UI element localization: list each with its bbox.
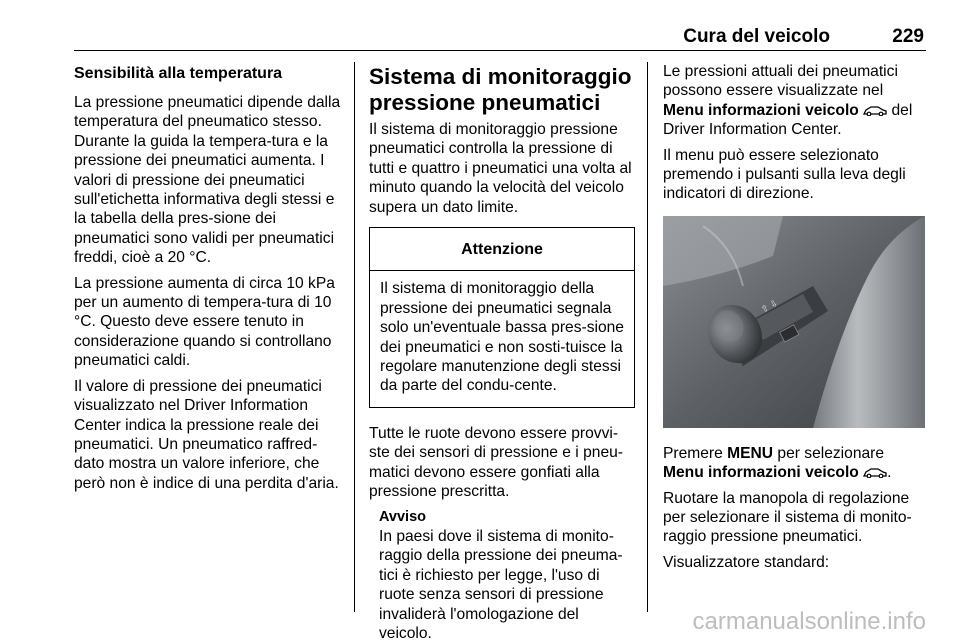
note-block [369, 508, 635, 643]
page-number: 229 [892, 26, 924, 48]
paragraph: La pressione aumenta di circa 10 kPa per un aumento di tempera-tura di 10 °C. Questo deve essere tenuto in considerazione quando si controllano pneumatici caldi. [74, 274, 344, 371]
menu-button-label: MENU [727, 445, 773, 462]
menu-name: Menu informazioni veicolo [663, 102, 859, 119]
column-middle [369, 62, 635, 643]
paragraph: Ruotare la manopola di regolazione per selezionare il sistema di monito-raggio pressione pneumatici. [663, 489, 925, 547]
warning-text: Il sistema di monitoraggio della pressione dei pneumatici segnala solo un'eventuale bassa pres-sione dei pneumatici e non sosti-tuisce la regolare manutenzione degli stessi da parte del condu-cente. [370, 271, 634, 406]
column-left [74, 62, 344, 499]
paragraph: Le pressioni attuali dei pneumatici possono essere visualizzate nel Menu informazioni veicolo del Driver Information Center. [663, 62, 925, 140]
subheading-temperature: Sensibilità alla temperatura [74, 64, 344, 84]
section-title: Cura del veicolo [683, 26, 830, 48]
paragraph: Il menu può essere selezionato premendo i pulsanti sulla leva degli indicatori di direzione. [663, 146, 925, 204]
menu-name: Menu informazioni veicolo [663, 464, 859, 481]
paragraph: Il sistema di monitoraggio pressione pneumatici controlla la pressione di tutti e quattro i pneumatici una volta al minuto quando la velocità del veicolo supera un dato limite. [369, 120, 635, 217]
paragraph: La pressione pneumatici dipende dalla temperatura del pneumatico stesso. Durante la guida la tempera-tura e la pressione dei pneumatici aumenta. I valori di pressione dei pneumatici sull'etichetta informativa degli stessi e la tabella della pres-sione dei pneumatici sono validi per pneumatici freddi, cioè a 20 °C. [74, 93, 344, 268]
turn-signal-stalk-illustration [663, 216, 925, 428]
car-icon [863, 104, 887, 116]
warning-box [369, 227, 635, 408]
note-title: Avviso [379, 508, 635, 527]
paragraph: Visualizzatore standard: [663, 553, 925, 572]
column-right [663, 62, 925, 578]
column-divider [354, 62, 355, 612]
paragraph: Il valore di pressione dei pneumatici visualizzato nel Driver Information Center indica la pressione reale dei pneumatici. Un pneumatico raffred-dato mostra un valore inferiore, che però non è indice di una perdita d'aria. [74, 377, 344, 493]
svg-text:⇧ ⇩: ⇧ ⇩ [759, 298, 779, 315]
stalk-photo [663, 216, 925, 428]
paragraph: Premere MENU per selezionare Menu informazioni veicolo . [663, 444, 925, 483]
note-text: In paesi dove il sistema di monito-raggio della pressione dei pneuma-tici è richiesto per legge, l'uso di ruote senza sensori di pressione invaliderà l'omologazione del veicolo. [379, 527, 635, 643]
heading-tpms: Sistema di monitoraggio pressione pneumatici [369, 64, 635, 116]
watermark: carmanualsonline.info [693, 608, 926, 636]
column-divider [647, 62, 648, 612]
warning-title: Attenzione [370, 228, 634, 271]
car-icon [863, 466, 887, 478]
page-header [74, 22, 926, 51]
paragraph: Tutte le ruote devono essere provvi-ste dei sensori di pressione e i pneu-matici devono essere gonfiati alla pressione prescritta. [369, 424, 635, 502]
